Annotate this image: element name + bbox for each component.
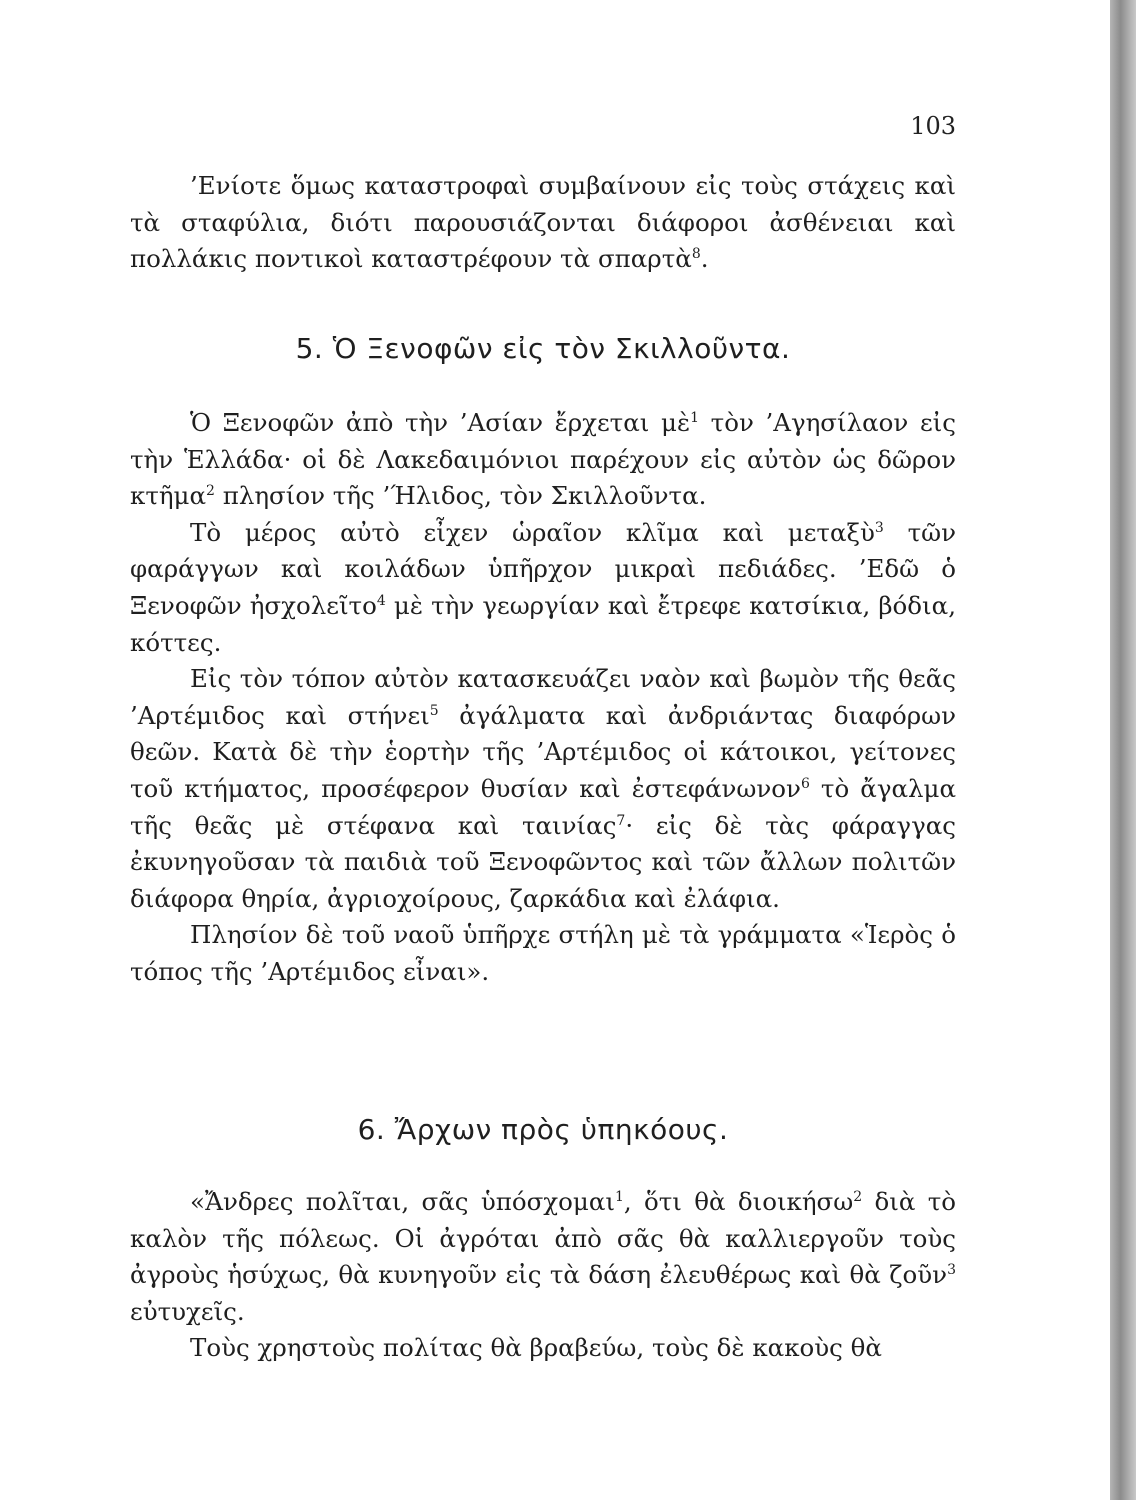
section-6-heading: 6. Ἄρχων πρὸς ὑπηκόους.: [357, 1113, 729, 1146]
footnote-marker: 6: [800, 775, 810, 792]
page-edge-shadow: [1110, 0, 1136, 1500]
section-6-body: [130, 1184, 956, 1367]
section-5-paragraph-2: Τὸ μέρος αὐτὸ εἶχεν ὡραῖον κλῖμα καὶ μεταξὺ$^3$ τῶν φαράγγων καὶ κοιλάδων ὑπῆρχον μικραὶ πεδιάδες. ’Εδῶ ὁ Ξενοφῶν ἠσχολεῖτο$^4$ μὲ τὴν γεωργίαν καὶ ἔτρεφε κατσίκια, βόδια, κόττες.: [130, 517, 956, 657]
section-6-paragraph-1: «Ἄνδρες πολῖται, σᾶς ὑπόσχομαι$^1$, ὅτι θὰ διοικήσω$^2$ διὰ τὸ καλὸν τῆς πόλεως. Οἱ ἀγρόται ἀπὸ σᾶς θὰ καλλιεργοῦν τοὺς ἀγροὺς ἡσύχως, θὰ κυνηγοῦν εἰς τὰ δάση ἐλευθέρως καὶ θὰ ζοῦν$^3$ εὐτυχεῖς.: [130, 1187, 957, 1326]
page-number: 103: [910, 112, 956, 140]
footnote-marker: 2: [853, 1189, 863, 1205]
intro-block: [130, 168, 956, 278]
footnote-marker: 5: [429, 702, 439, 719]
footnote-marker: 1: [614, 1189, 624, 1205]
footnote-marker: 3: [874, 519, 884, 536]
section-5-paragraph-3: Εἰς τὸν τόπον αὐτὸν κατασκευάζει ναὸν καὶ βωμὸν τῆς θεᾶς ’Αρτέμιδος καὶ στήνει$^5$ ἀγάλματα καὶ ἀνδριάντας διαφόρων θεῶν. Κατὰ δὲ τὴν ἑορτὴν τῆς ’Αρτέμιδος οἱ κάτοικοι, γείτονες τοῦ κτήματος, προσέφερον θυσίαν καὶ ἐστεφάνωνον$^6$ τὸ ἄγαλμα τῆς θεᾶς μὲ στέφανα καὶ ταινίας$^7$· εἰς δὲ τὰς φάραγγας ἐκυνηγοῦσαν τὰ παιδιὰ τοῦ Ξενοφῶντος καὶ τῶν ἄλλων πολιτῶν διάφορα θηρία, ἀγριοχοίρους, ζαρκάδια καὶ ἐλάφια.: [130, 664, 957, 913]
footnote-marker: 8: [691, 246, 701, 263]
footnote-marker: 2: [206, 483, 215, 500]
section-5-heading: 5. Ὁ Ξενοφῶν εἰς τὸν Σκιλλοῦντα.: [295, 332, 791, 365]
section-6-paragraph-2: Τοὺς χρηστοὺς πολίτας θὰ βραβεύω, τοὺς δὲ κακοὺς θὰ: [190, 1333, 882, 1363]
footnote-marker: 3: [947, 1262, 956, 1279]
intro-paragraph: ’Ενίοτε ὅμως καταστροφαὶ συμβαίνουν εἰς τοὺς στάχεις καὶ τὰ σταφύλια, διότι παρουσιάζονται διάφοροι ἀσθένειαι καὶ πολλάκις ποντικοὶ καταστρέφουν τὰ σπαρτὰ$^8$.: [130, 171, 956, 274]
footnote-marker: 7: [616, 812, 626, 829]
section-5-body: [130, 405, 956, 991]
section-5-paragraph-4: Πλησίον δὲ τοῦ ναοῦ ὑπῆρχε στήλη μὲ τὰ γράμματα «Ἱερὸς ὁ τόπος τῆς ’Αρτέμιδος εἶναι».: [130, 920, 956, 986]
footnote-marker: 4: [376, 592, 386, 609]
footnote-marker: 1: [690, 410, 700, 426]
section-5-paragraph-1: Ὁ Ξενοφῶν ἀπὸ τὴν ’Ασίαν ἔρχεται μὲ$^1$ τὸν ’Αγησίλαον εἰς τὴν Ἑλλάδα· οἱ δὲ Λακεδαιμόνιοι παρέχουν εἰς αὐτὸν ὡς δῶρον κτῆμα$^2$ πλησίον τῆς ’Ήλιδος, τὸν Σκιλλοῦντα.: [130, 408, 956, 511]
